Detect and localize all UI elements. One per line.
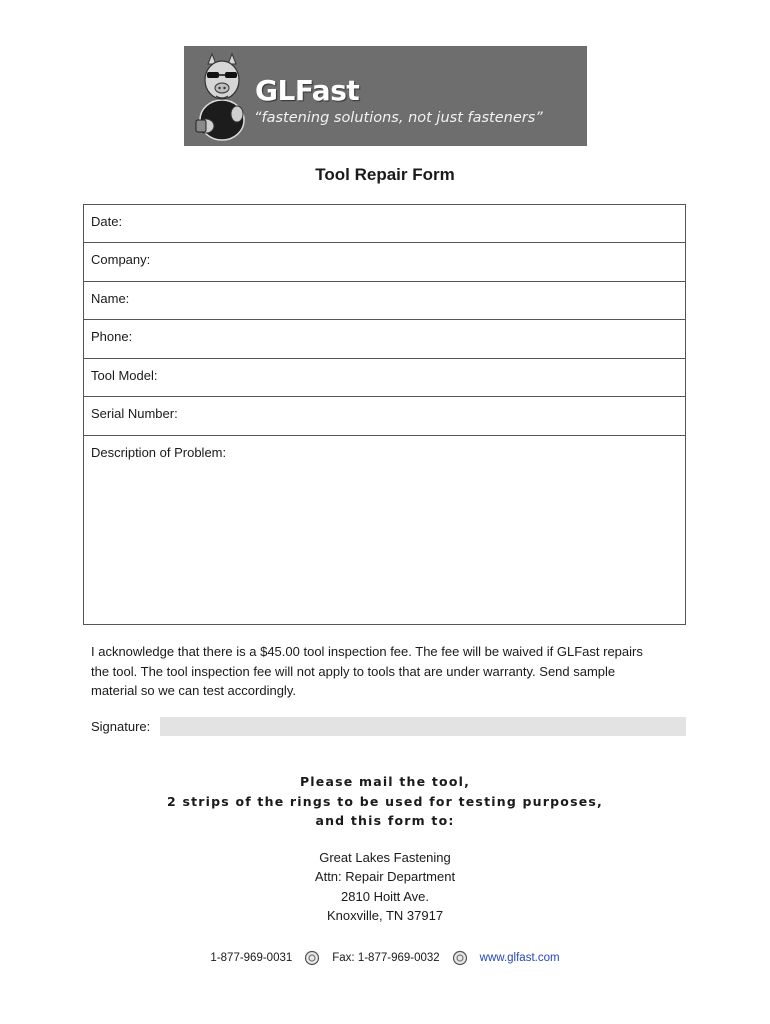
address-attention: Attn: Repair Department (314, 869, 456, 885)
phone-label: Phone: (91, 329, 133, 344)
pig-mascot-icon (192, 50, 252, 142)
acknowledgement-line: the tool. The tool inspection fee will not apply to tools that are under warranty. Send sample (91, 663, 616, 679)
mailing-instructions (0, 772, 770, 831)
description-label: Description of Problem: (91, 445, 227, 460)
acknowledgement-line: material so we can test accordingly. (91, 683, 296, 698)
acknowledgement-line: I acknowledge that there is a $45.00 tool inspection fee. The fee will be waived if GLFast repairs (91, 644, 643, 659)
name-field[interactable] (84, 282, 685, 320)
signature-input[interactable] (160, 717, 686, 736)
company-label: Company: (91, 252, 151, 267)
date-label: Date: (91, 214, 123, 229)
name-label: Name: (91, 291, 130, 306)
tool-model-label: Tool Model: (91, 368, 158, 383)
signature-label: Signature: (91, 719, 151, 734)
instructions-line: 2 strips of the rings to be used for testing purposes, (167, 793, 603, 809)
instructions-line: Please mail the tool, (299, 774, 471, 789)
form-fields-table (83, 204, 686, 625)
address-city: Knoxville, TN 37917 (326, 907, 444, 923)
date-field[interactable] (84, 205, 685, 243)
logo-wordmark: GLFast (255, 74, 360, 107)
serial-number-label: Serial Number: (91, 406, 178, 421)
fax-number: Fax: 1-877-969-0032 (332, 952, 440, 964)
company-logo (184, 46, 587, 146)
website-link[interactable]: www.glfast.com (479, 952, 560, 964)
phone-number: 1-877-969-0031 (210, 952, 293, 964)
logo-tagline: “fastening solutions, not just fasteners” (254, 110, 543, 126)
instructions-line: and this form to: (315, 813, 455, 828)
contact-footer (0, 950, 770, 966)
mailing-address (0, 848, 770, 925)
company-field[interactable] (84, 243, 685, 282)
address-company: Great Lakes Fastening (319, 850, 451, 865)
description-field[interactable] (84, 436, 685, 624)
acknowledgement-text (91, 642, 691, 701)
footer-bullet-icon (304, 950, 320, 966)
tool-model-field[interactable] (84, 359, 685, 397)
footer-bullet-icon (452, 950, 468, 966)
address-street: 2810 Hoitt Ave. (341, 888, 429, 904)
serial-number-field[interactable] (84, 397, 685, 436)
phone-field[interactable] (84, 320, 685, 359)
form-title: Tool Repair Form (315, 165, 455, 184)
